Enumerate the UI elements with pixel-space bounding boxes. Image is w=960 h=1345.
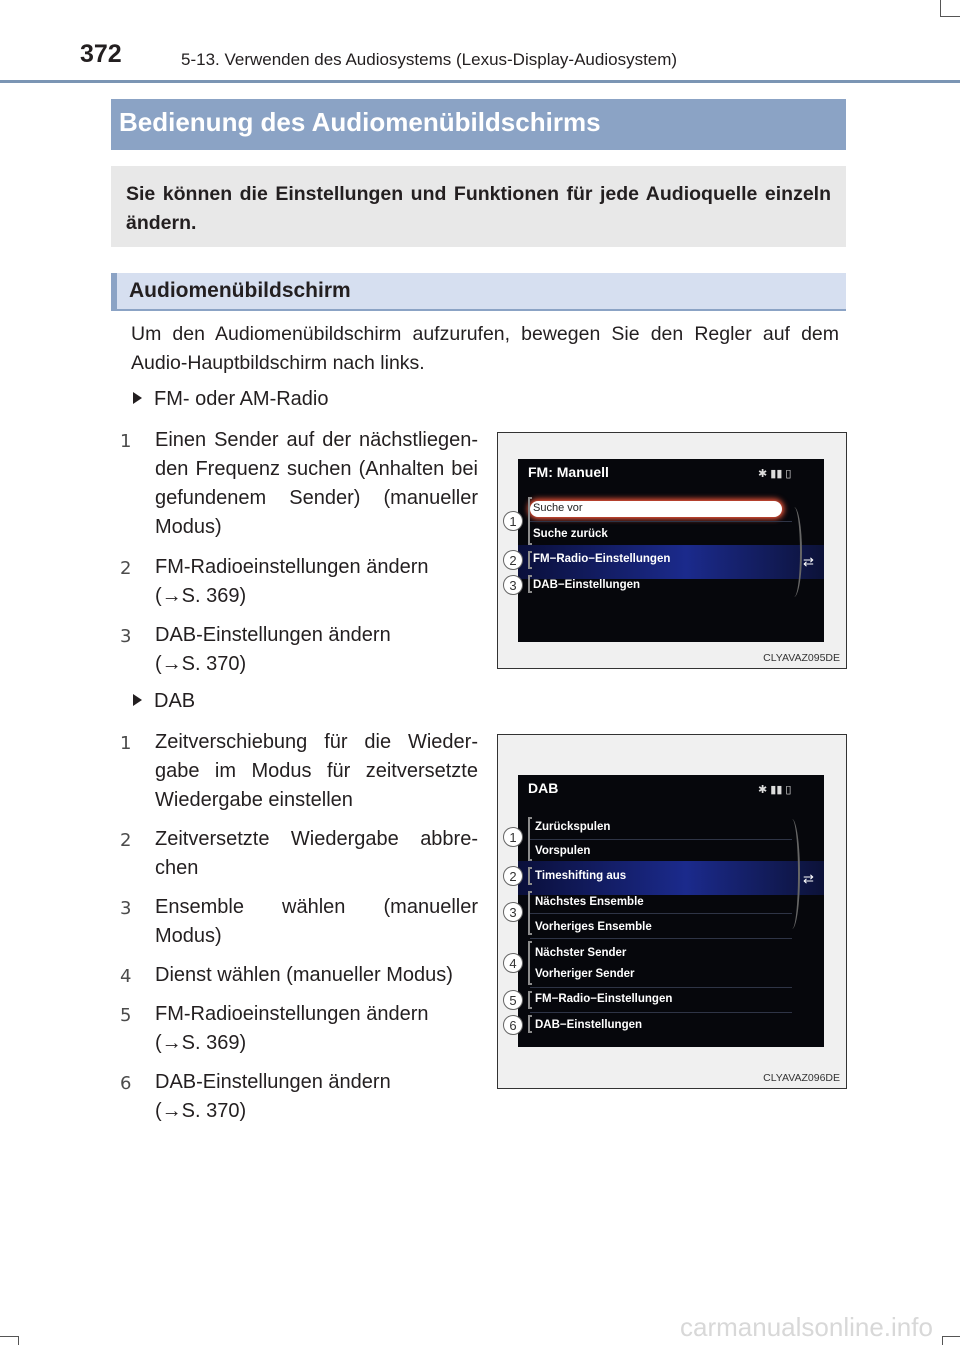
callout-number: 2: [503, 866, 523, 886]
menu-row: Vorheriges Ensemble: [535, 921, 652, 933]
menu-row: Suche zurück: [533, 528, 608, 540]
crop-mark: [942, 1336, 960, 1337]
figure-code: CLYAVAZ096DE: [763, 1072, 840, 1084]
row-divider: [530, 938, 792, 939]
dab-item-5: [155, 1000, 485, 1058]
callout-number: 6: [503, 1015, 523, 1035]
callout-number: 3: [503, 902, 523, 922]
dab-menu-figure: [497, 734, 847, 1089]
scroll-arc: [786, 507, 802, 597]
menu-row: Suche vor: [533, 502, 583, 514]
crop-mark: [940, 16, 960, 17]
row-divider: [530, 521, 792, 522]
fm-section-label-text: FM- oder AM-Radio: [154, 388, 329, 410]
fm-item-2-ref: (→S. 369): [155, 585, 247, 607]
fm-item-1: Einen Sender auf der nächstliegen-den Frequenz suchen (Anhalten bei gefundenem Sender) (manueller Modus): [155, 429, 478, 538]
intro-box: [111, 166, 846, 247]
callout-bracket: [528, 575, 532, 593]
callout-bracket: [528, 867, 532, 885]
row-divider: [530, 913, 792, 914]
triangle-bullet-icon: [133, 392, 142, 404]
dab-item-1: Zeitverschiebung für die Wieder-gabe im Modus für zeitversetzte Wiedergabe einstellen: [155, 731, 478, 811]
status-icons: ✱ ▮▮ ▯: [758, 784, 792, 796]
status-icons: ✱ ▮▮ ▯: [758, 468, 792, 480]
item-number-icon: 5: [120, 1005, 132, 1026]
back-arrow-icon: ⇄: [803, 871, 814, 886]
item-number-icon: 3: [120, 898, 132, 919]
dab-item-6-ref: (→S. 370): [155, 1100, 247, 1122]
callout-number: 1: [503, 511, 523, 531]
callout-bracket: [528, 1015, 532, 1033]
back-arrow-icon: ⇄: [803, 554, 814, 569]
item-number-icon: 2: [120, 558, 132, 579]
dab-section-label: [133, 690, 195, 713]
fm-screen: [518, 459, 824, 642]
fm-item-2-text: FM-Radioeinstellungen ändern: [155, 556, 429, 578]
row-divider: [530, 1012, 792, 1013]
chapter-title: 5-13. Verwenden des Audiosystems (Lexus-Display-Audiosystem): [181, 50, 678, 69]
callout-bracket: [528, 891, 532, 935]
item-number-icon: 6: [120, 1073, 132, 1094]
crop-mark: [940, 0, 941, 16]
menu-row: DAB−Einstellungen: [535, 1019, 643, 1031]
fm-item-3-ref: (→S. 370): [155, 653, 247, 675]
item-number-icon: 3: [120, 626, 132, 647]
callout-bracket: [528, 551, 532, 569]
fm-section-label: [133, 388, 329, 411]
callout-number: 3: [503, 575, 523, 595]
menu-row: FM−Radio−Einstellungen: [533, 553, 671, 565]
menu-row: Nächstes Ensemble: [535, 896, 644, 908]
fm-item-2: [155, 553, 485, 611]
callout-bracket: [528, 497, 532, 545]
dab-item-4: Dienst wählen (manueller Modus): [155, 964, 453, 986]
menu-row: Nächster Sender: [535, 947, 627, 959]
section-title-bar: [111, 99, 846, 150]
menu-row: FM−Radio−Einstellungen: [535, 993, 673, 1005]
intro-text: Sie können die Einstellungen und Funktionen für jede Audioquelle einzeln ändern.: [126, 183, 831, 234]
dab-item-5-ref: (→S. 369): [155, 1032, 247, 1054]
dab-item-3: Ensemble wählen (manueller Modus): [155, 896, 478, 947]
crop-mark: [0, 1336, 18, 1337]
section-title: Bedienung des Audiomenübildschirms: [119, 107, 601, 137]
body-text: Um den Audiomenübildschirm aufzurufen, bewegen Sie den Regler auf dem Audio-Hauptbildschirm nach links.: [131, 323, 839, 374]
triangle-bullet-icon: [133, 694, 142, 706]
fm-item-3-text: DAB-Einstellungen ändern: [155, 624, 391, 646]
scroll-arc: [784, 819, 800, 929]
item-number-icon: 4: [120, 966, 132, 987]
item-number-icon: 2: [120, 830, 132, 851]
subheading-accent: [111, 273, 117, 309]
callout-number: 5: [503, 990, 523, 1010]
item-number-icon: 1: [120, 431, 132, 452]
row-divider: [530, 839, 792, 840]
subheading: Audiomenübildschirm: [129, 279, 351, 302]
menu-row: Timeshifting aus: [535, 870, 627, 882]
callout-bracket: [528, 991, 532, 1009]
crop-mark: [942, 1336, 943, 1345]
fm-screen-title: FM: Manuell: [528, 464, 609, 480]
header-rule: [0, 80, 960, 83]
dab-section-label-text: DAB: [154, 690, 196, 712]
watermark: carmanualsonline.info: [680, 1312, 933, 1342]
callout-number: 2: [503, 550, 523, 570]
row-divider: [530, 987, 792, 988]
figure-code: CLYAVAZ095DE: [763, 652, 840, 664]
dab-item-2: Zeitversetzte Wiedergabe abbre-chen: [155, 828, 478, 879]
fm-item-3: [155, 621, 485, 679]
menu-row: Vorspulen: [535, 845, 591, 857]
page-number: 372: [80, 40, 122, 68]
dab-item-6-text: DAB-Einstellungen ändern: [155, 1071, 391, 1093]
dab-item-5-text: FM-Radioeinstellungen ändern: [155, 1003, 429, 1025]
subheading-bar: [111, 273, 846, 311]
callout-number: 1: [503, 827, 523, 847]
menu-row: Zurückspulen: [535, 821, 611, 833]
dab-screen-title: DAB: [528, 780, 559, 796]
callout-number: 4: [503, 953, 523, 973]
dab-item-6: [155, 1068, 485, 1126]
dab-screen: [518, 775, 824, 1047]
fm-menu-figure: [497, 432, 847, 669]
callout-bracket: [528, 941, 532, 985]
callout-bracket: [528, 817, 532, 861]
menu-row: Vorheriger Sender: [535, 968, 635, 980]
crop-mark: [18, 1336, 19, 1345]
menu-row: DAB−Einstellungen: [533, 579, 641, 591]
item-number-icon: 1: [120, 733, 132, 754]
